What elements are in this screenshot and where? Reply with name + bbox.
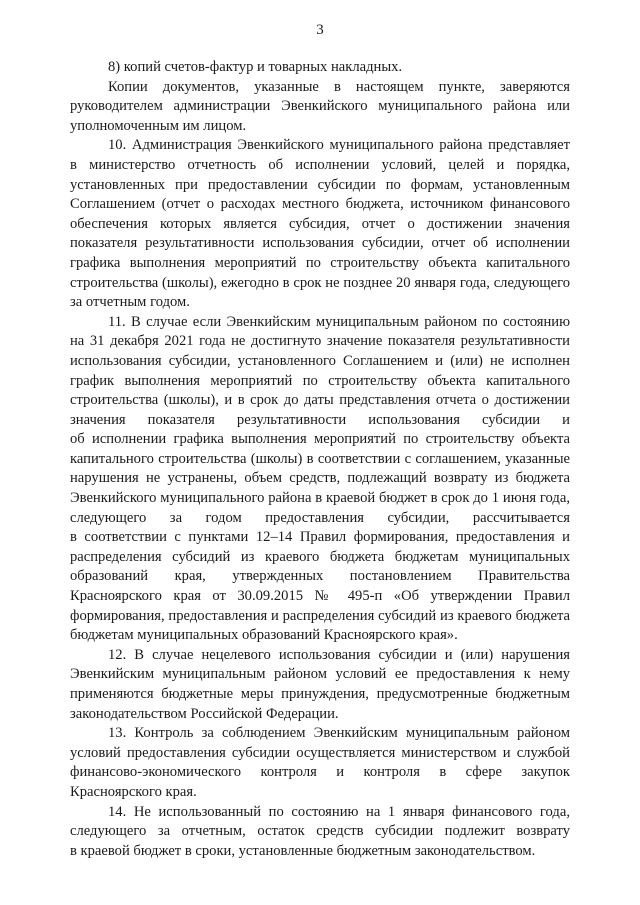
text-line: в министерство отчетность об исполнении условий, целей и порядка, — [70, 156, 570, 173]
text-line: 12. В случае нецелевого использования субсидии и (или) нарушения — [108, 646, 570, 663]
text-line: графика выполнения мероприятий по строительству объекта капитального — [70, 254, 570, 271]
text-line: применяются бюджетные меры принуждения, предусмотренные бюджетным — [70, 686, 570, 702]
paragraph-p8 — [70, 58, 570, 78]
text-line: распределения субсидий из краевого бюджета бюджетам муниципальных — [70, 548, 570, 565]
text-line: Красноярского края. — [70, 783, 197, 800]
text-line: использования субсидии, установленного Соглашением и (или) не исполнен — [70, 352, 570, 369]
text-line: нарушения не устранены, объем средств, подлежащий возврату из бюджета — [70, 470, 570, 487]
document-body — [70, 58, 570, 861]
text-line: обеспечения которых является субсидия, отчет о достижении значения — [70, 215, 570, 232]
text-line: строительства (школы), ежегодно в срок не позднее 20 января года, следующего — [70, 274, 570, 291]
text-line: на 31 декабря 2021 года не достигнуто значение показателя результативности — [70, 333, 570, 350]
text-line: следующего за отчетным, остаток средств субсидии подлежит возврату — [70, 823, 570, 840]
text-line: капитального строительства (школы) в соответствии с соглашением, указанные — [70, 450, 570, 467]
text-line: образований края, утвержденных постановлением Правительства — [70, 568, 570, 585]
text-line: строительства (школы), и в срок до даты представления отчета о достижении — [70, 392, 570, 409]
text-line: 8) копий счетов-фактур и товарных накладных. — [108, 59, 403, 75]
text-line: график выполнения мероприятий по строительству объекта капитального — [70, 372, 570, 389]
text-line: формирования, предоставления и распределения субсидий из краевого бюджета — [70, 607, 570, 624]
text-line: об исполнении графика выполнения мероприятий по строительству объекта — [70, 431, 570, 448]
text-line: 10. Администрация Эвенкийского муниципального района представляет — [108, 137, 570, 154]
text-line: руководителем администрации Эвенкийского муниципального района или — [70, 98, 570, 115]
text-line: Эвенкийского муниципального района в краевой бюджет в срок до 1 июня года, — [70, 490, 570, 507]
text-line: Красноярского края от 30.09.2015 № 495-п «Об утверждении Правил — [70, 588, 570, 605]
paragraph-p10 — [70, 136, 570, 312]
text-line: 11. В случае если Эвенкийским муниципальным районом по состоянию — [108, 313, 570, 330]
text-line: показателя результативности использования субсидии, отчет об исполнении — [70, 235, 570, 252]
text-line: за отчетным годом. — [70, 294, 190, 311]
text-line: следующего за годом предоставления субсидии, рассчитывается — [70, 509, 570, 526]
paragraph-p13 — [70, 724, 570, 802]
text-line: в краевой бюджет в сроки, установленные бюджетным законодательством. — [70, 842, 536, 859]
text-line: в соответствии с пунктами 12–14 Правил формирования, предоставления и — [70, 529, 570, 546]
text-line: значения показателя результативности использования субсидии и — [70, 411, 570, 428]
text-line: законодательством Российской Федерации. — [70, 705, 339, 722]
text-line: установленных при предоставлении субсидии по формам, установленным — [70, 176, 570, 193]
text-line: Соглашением (отчет о расходах местного бюджета, источником финансового — [70, 196, 570, 213]
paragraph-p-copies — [70, 78, 570, 137]
text-line: 14. Не использованный по состоянию на 1 января финансового года, — [108, 803, 570, 820]
text-line: бюджетам муниципальных образований Красноярского края». — [70, 627, 458, 644]
text-line: условий предоставления субсидии осуществляется министерством и службой — [70, 744, 570, 761]
text-line: финансово-экономического контроля и контроля в сфере закупок — [70, 764, 570, 781]
text-line: Копии документов, указанные в настоящем пункте, заверяются — [108, 78, 570, 95]
text-line: 13. Контроль за соблюдением Эвенкийским муниципальным районом — [108, 725, 570, 742]
paragraph-p11 — [70, 313, 570, 646]
paragraph-p14 — [70, 803, 570, 862]
page-number: 3 — [316, 22, 324, 38]
text-line: уполномоченным им лицом. — [70, 117, 247, 134]
paragraph-p12 — [70, 646, 570, 724]
text-line: Эвенкийским муниципальным районом условий ее предоставления к нему — [70, 666, 570, 683]
